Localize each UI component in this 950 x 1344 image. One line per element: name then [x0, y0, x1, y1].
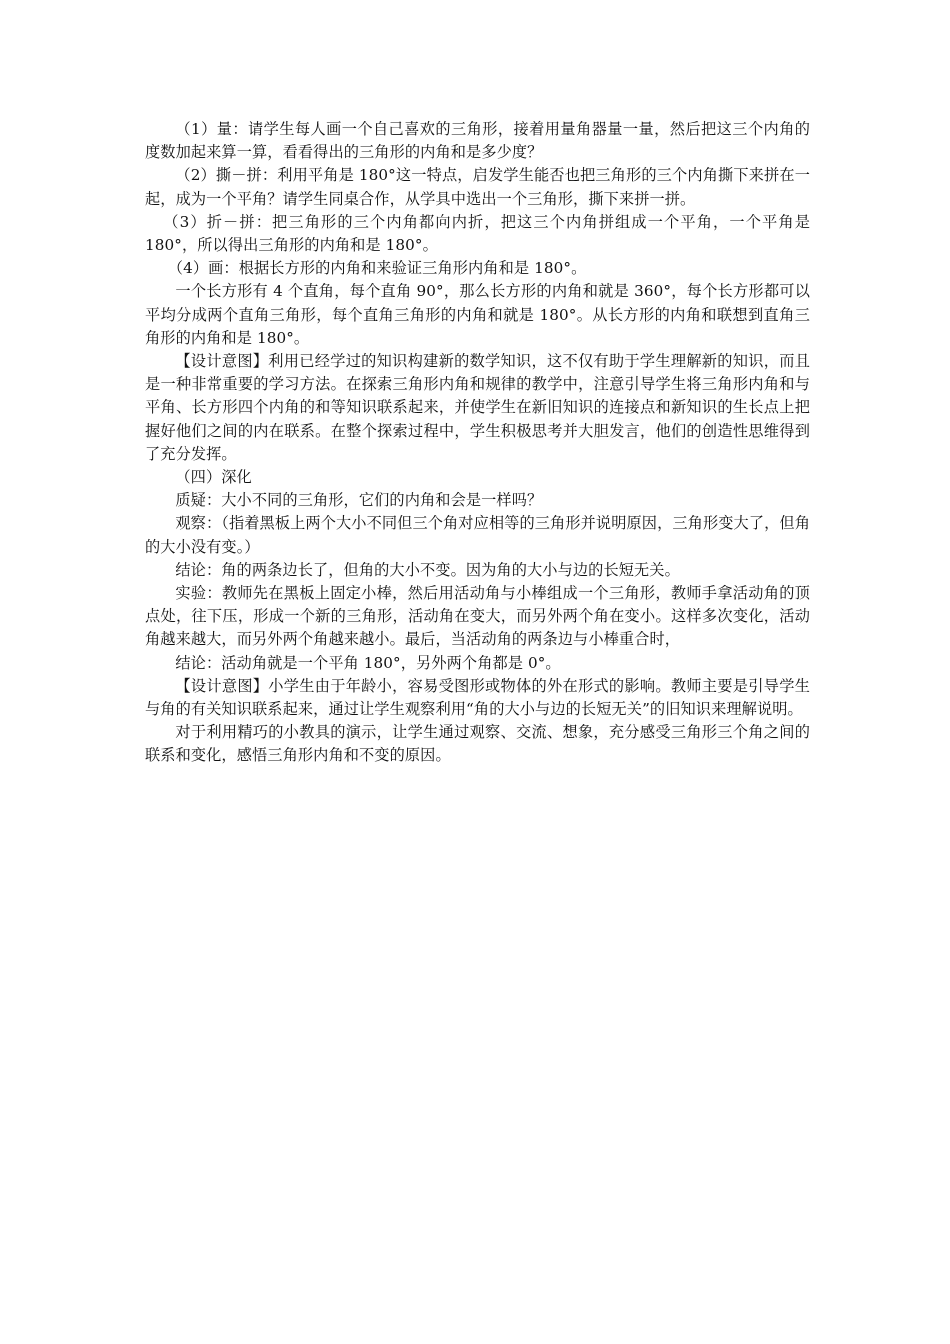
- paragraph-measure: （1）量：请学生每人画一个自己喜欢的三角形，接着用量角器量一量，然后把这三个内角的度数加起来算一算，看看得出的三角形的内角和是多少度？: [145, 120, 810, 162]
- paragraph-fold-assemble: （3）折－拼：把三角形的三个内角都向内折，把这三个内角拼组成一个平角，一个平角是 180°，所以得出三角形的内角和是 180°。: [145, 212, 810, 255]
- paragraph-tear-assemble: （2）撕－拼：利用平角是 180°这一特点，启发学生能否也把三角形的三个内角撕下来拼在一起，成为一个平角？请学生同桌合作，从学具中选出一个三角形，撕下来拼一拼。: [145, 166, 810, 208]
- paragraph-experiment: 实验：教师先在黑板上固定小棒，然后用活动角与小棒组成一个三角形，教师手拿活动角的顶点处，往下压，形成一个新的三角形，活动角在变大，而另外两个角在变小。这样多次变化，活动角越来越大，而另外两个角越来越小。最后，当活动角的两条边与小棒重合时，: [145, 584, 810, 649]
- paragraph-rectangle: 一个长方形有 4 个直角，每个直角 90°，那么长方形的内角和就是 360°，每个长方形都可以平均分成两个直角三角形，每个直角三角形的内角和就是 180°。从长方形的内角和联想到直角三角形的内角和是 180°。: [145, 282, 810, 347]
- paragraph-draw: （4）画：根据长方形的内角和来验证三角形内角和是 180°。: [167, 259, 587, 278]
- paragraph-design-intent-1: 【设计意图】利用已经学过的知识构建新的数学知识，这不仅有助于学生理解新的知识，而且是一种非常重要的学习方法。在探索三角形内角和规律的教学中，注意引导学生将三角形内角和与平角、长方形四个内角的和等知识联系起来，并使学生在新旧知识的连接点和新知识的生长点上把握好他们之间的内在联系。在整个探索过程中，学生积极思考并大胆发言，他们的创造性思维得到了充分发挥。: [145, 352, 810, 463]
- paragraph-conclusion-1: 结论：角的两条边长了，但角的大小不变。因为角的大小与边的长短无关。: [175, 560, 680, 579]
- paragraph-design-intent-2: 【设计意图】小学生由于年龄小，容易受图形或物体的外在形式的影响。教师主要是引导学生与角的有关知识联系起来，通过让学生观察利用“角的大小与边的长短无关”的旧知识来理解说明。: [145, 676, 810, 719]
- paragraph-conclusion-2: 结论：活动角就是一个平角 180°，另外两个角都是 0°。: [175, 653, 561, 672]
- paragraph-observe: 观察：（指着黑板上两个大小不同但三个角对应相等的三角形并说明原因，三角形变大了，但角的大小没有变。）: [145, 514, 810, 556]
- section-heading-deepen: （四）深化: [175, 468, 252, 487]
- paragraph-summary: 对于利用精巧的小教具的演示，让学生通过观察、交流、想象，充分感受三角形三个角之间的联系和变化，感悟三角形内角和不变的原因。: [145, 723, 810, 765]
- document-page: [145, 118, 810, 768]
- paragraph-question: 质疑：大小不同的三角形，它们的内角和会是一样吗？: [175, 491, 543, 510]
